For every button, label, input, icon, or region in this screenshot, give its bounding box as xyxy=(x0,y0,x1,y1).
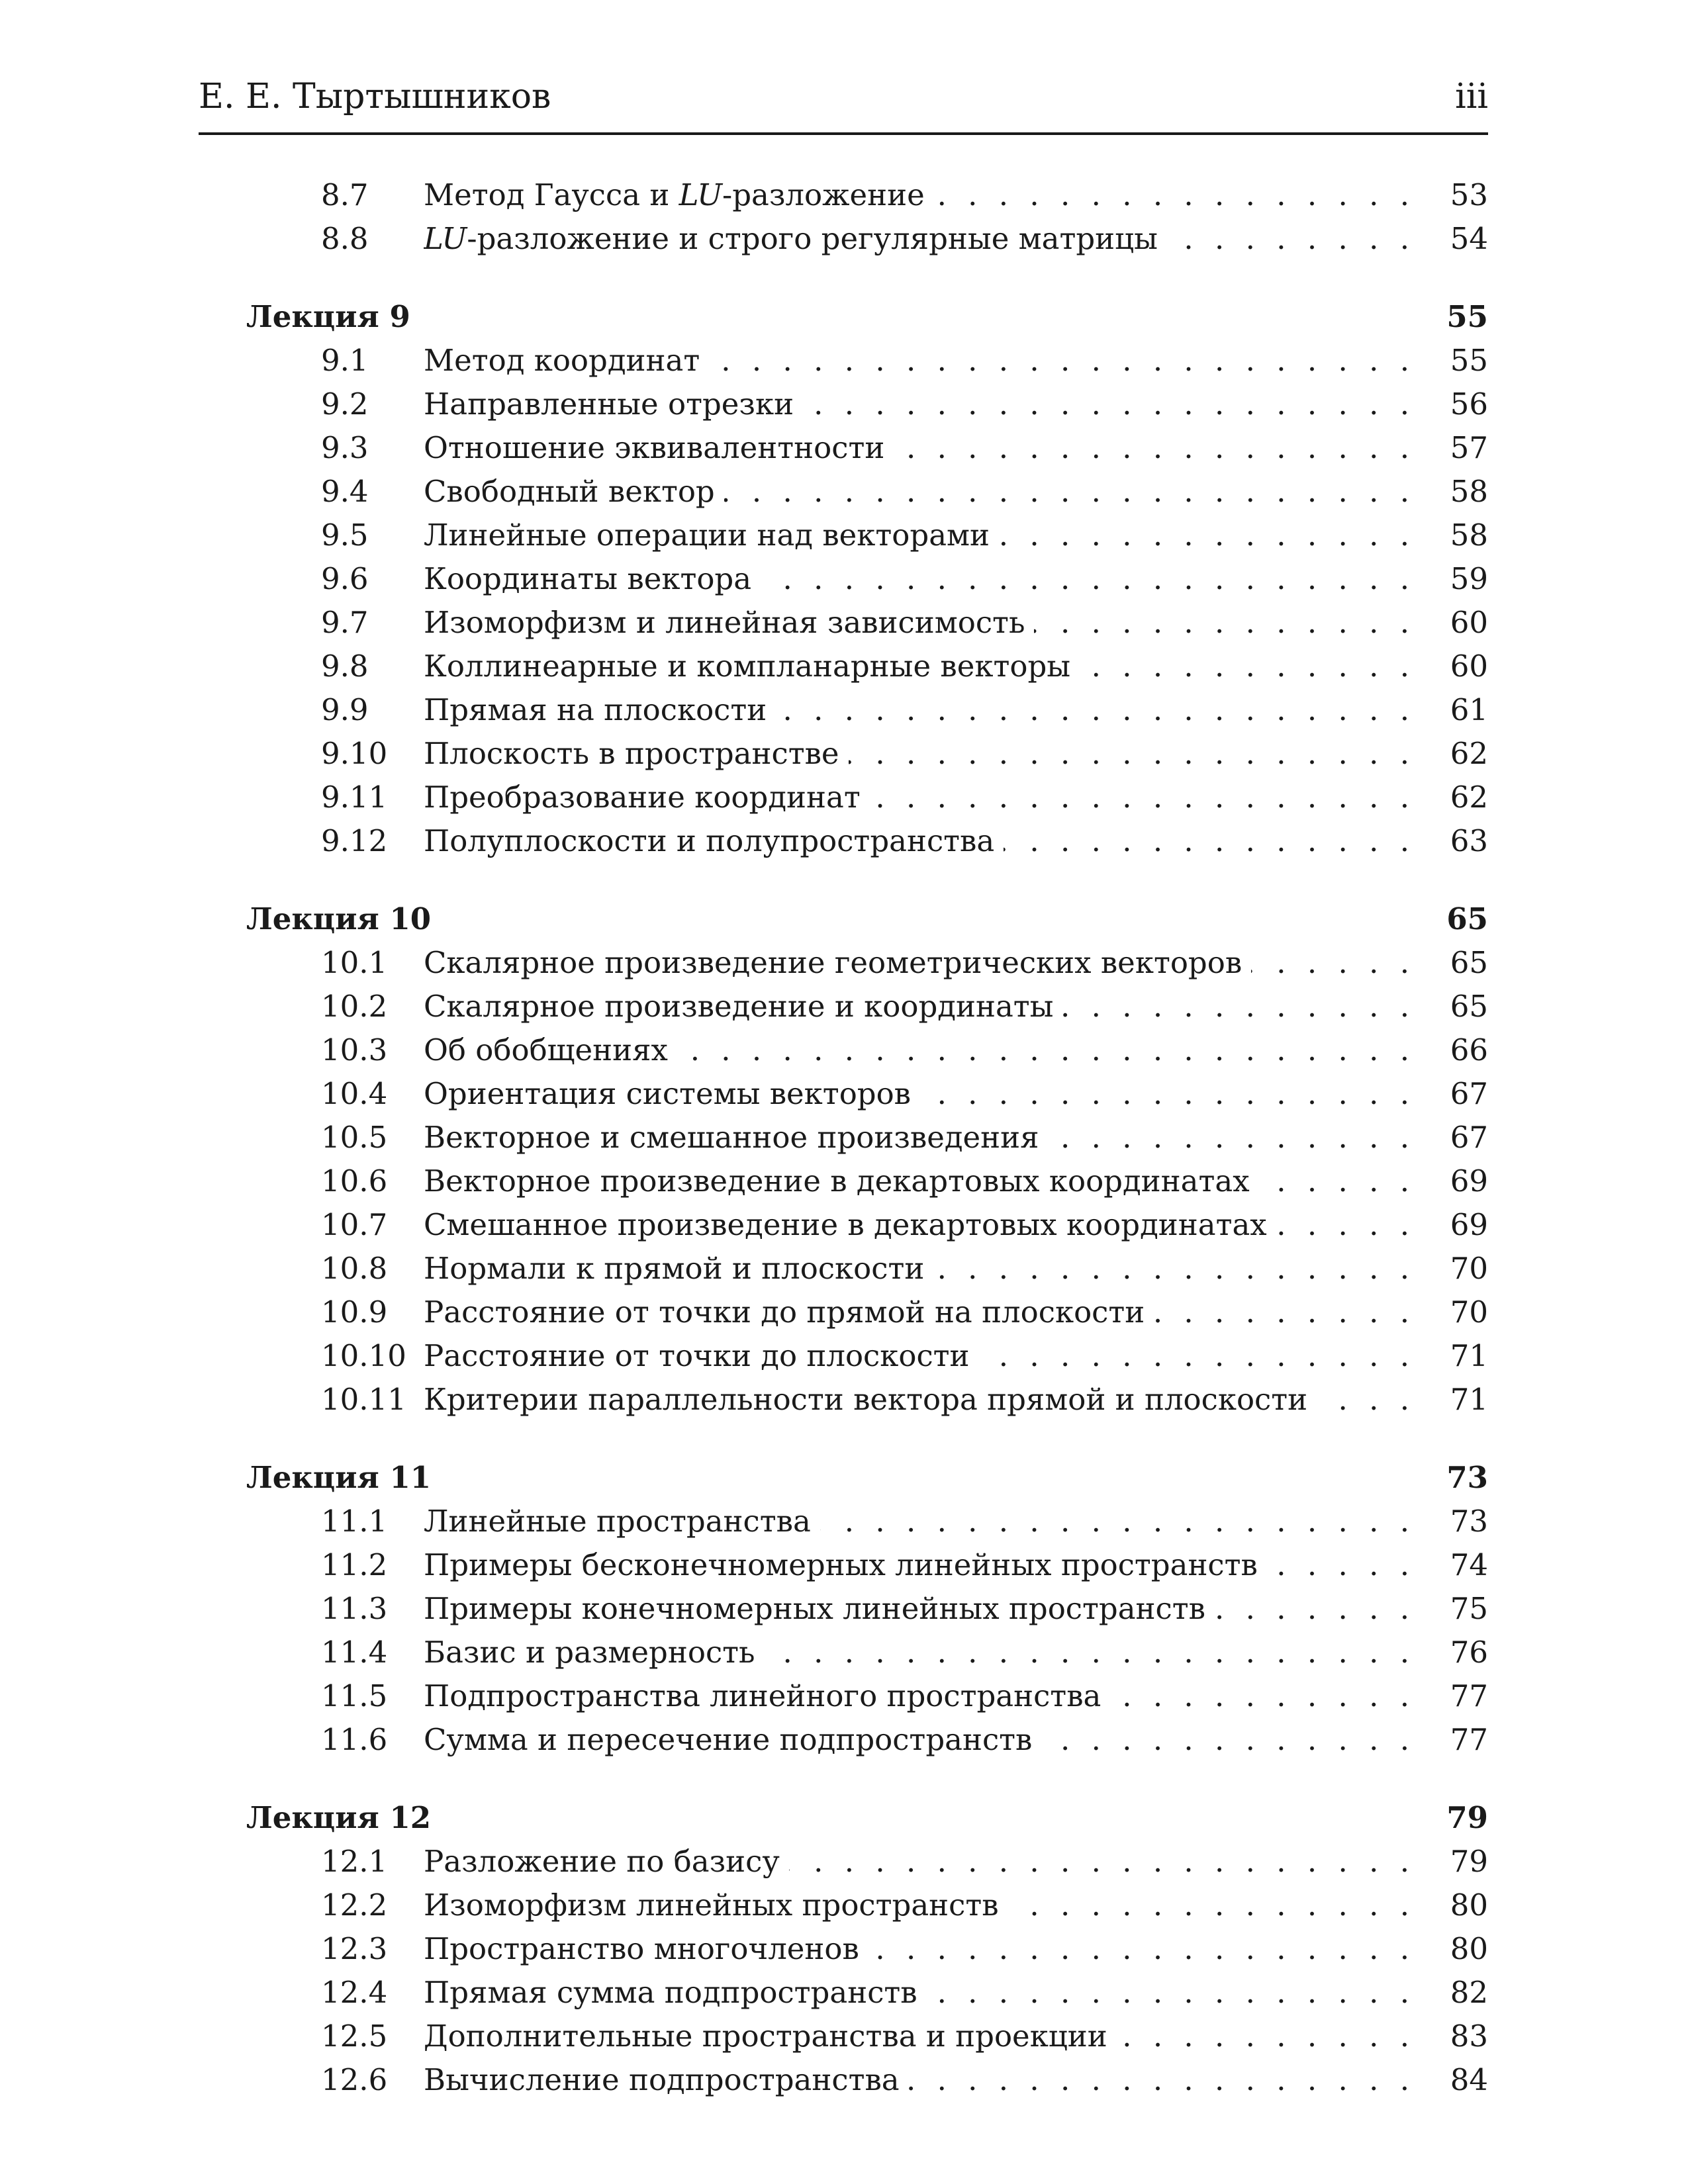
entry-title-text: Изоморфизм линейных пространств xyxy=(424,1888,1008,1923)
entry-title xyxy=(424,985,1415,1028)
entry-page-number: 67 xyxy=(1450,1076,1488,1111)
entry-page-number: 71 xyxy=(1450,1382,1488,1417)
toc-entry xyxy=(199,1378,1488,1422)
entry-page-number: 77 xyxy=(1450,1678,1488,1713)
entry-number: 9.11 xyxy=(321,780,388,815)
lecture-page-number: 79 xyxy=(1446,1800,1488,1835)
entry-number: 10.11 xyxy=(321,1382,406,1417)
entry-number: 10.2 xyxy=(321,989,388,1024)
entry-page-number: 58 xyxy=(1450,518,1488,553)
toc-entry xyxy=(199,1247,1488,1291)
entry-page-number: 65 xyxy=(1450,945,1488,980)
entry-title xyxy=(424,1500,1415,1543)
entry-page-number: 60 xyxy=(1450,649,1488,684)
entry-title-text: Расстояние от точки до плоскости xyxy=(424,1338,979,1373)
entry-title xyxy=(424,2058,1415,2102)
entry-number: 9.9 xyxy=(321,692,369,727)
entry-page-number: 60 xyxy=(1450,605,1488,640)
entry-title xyxy=(424,776,1415,819)
entry-number: 10.4 xyxy=(321,1076,388,1111)
entry-number: 12.2 xyxy=(321,1888,388,1923)
entry-title-text: Направленные отрезки xyxy=(424,387,803,422)
entry-page-number: 62 xyxy=(1450,780,1488,815)
entry-title-text: Полуплоскости и полупространства xyxy=(424,823,1004,858)
entry-title xyxy=(424,1543,1415,1587)
entry-title xyxy=(424,557,1415,601)
entry-title-text: Плоскость в пространстве xyxy=(424,736,849,771)
entry-number: 10.8 xyxy=(321,1251,388,1286)
toc-entry xyxy=(199,426,1488,470)
entry-number: 10.10 xyxy=(321,1338,406,1373)
entry-title-text: Дополнительные пространства и проекции xyxy=(424,2019,1117,2054)
toc-entry xyxy=(199,1631,1488,1674)
header-author: Е. Е. Тыртышников xyxy=(199,77,551,116)
entry-page-number: 79 xyxy=(1450,1844,1488,1879)
entry-page-number: 69 xyxy=(1450,1163,1488,1199)
toc-lecture-heading xyxy=(199,1456,1488,1500)
entry-page-number: 67 xyxy=(1450,1120,1488,1155)
entry-title-text: Примеры бесконечномерных линейных пространств xyxy=(424,1547,1267,1582)
entry-title xyxy=(424,688,1415,732)
entry-number: 10.1 xyxy=(321,945,388,980)
entry-page-number: 70 xyxy=(1450,1295,1488,1330)
entry-title-text: Прямая на плоскости xyxy=(424,692,776,727)
entry-title xyxy=(424,1116,1415,1160)
entry-title-text: Метод Гаусса и LU-разложение xyxy=(424,177,934,212)
entry-title xyxy=(424,1203,1415,1247)
entry-number: 9.5 xyxy=(321,518,369,553)
lecture-title: Лекция 11 xyxy=(246,1460,432,1495)
toc-entry xyxy=(199,514,1488,557)
toc-entry xyxy=(199,985,1488,1028)
entry-number: 12.5 xyxy=(321,2019,388,2054)
entry-number: 9.1 xyxy=(321,343,369,378)
entry-title-text: Линейные пространства xyxy=(424,1504,820,1539)
entry-title-text: Об обобщениях xyxy=(424,1032,677,1068)
entry-title-text: Ориентация системы векторов xyxy=(424,1076,920,1111)
entry-title xyxy=(424,1587,1415,1631)
entry-title xyxy=(424,1247,1415,1291)
entry-number: 8.7 xyxy=(321,177,369,212)
entry-title-text: Векторное и смешанное произведения xyxy=(424,1120,1049,1155)
entry-title xyxy=(424,819,1415,863)
entry-number: 11.4 xyxy=(321,1635,388,1670)
entry-title xyxy=(424,1884,1415,1927)
entry-number: 10.7 xyxy=(321,1207,388,1242)
toc-entry xyxy=(199,470,1488,514)
lecture-page-number: 73 xyxy=(1446,1460,1488,1495)
entry-page-number: 54 xyxy=(1450,221,1488,256)
lecture-page-number: 65 xyxy=(1446,901,1488,936)
page-header xyxy=(199,73,1488,135)
toc-entry xyxy=(199,1674,1488,1718)
entry-page-number: 57 xyxy=(1450,430,1488,465)
toc-entry xyxy=(199,688,1488,732)
entry-number: 11.1 xyxy=(321,1504,388,1539)
entry-page-number: 80 xyxy=(1450,1931,1488,1966)
toc-entry xyxy=(199,1116,1488,1160)
entry-number: 10.3 xyxy=(321,1032,388,1068)
entry-number: 12.3 xyxy=(321,1931,388,1966)
entry-title-text: Прямая сумма подпространств xyxy=(424,1975,927,2010)
entry-title-text: LU-разложение и строго регулярные матрицы xyxy=(424,221,1167,256)
entry-page-number: 63 xyxy=(1450,823,1488,858)
lecture-title: Лекция 10 xyxy=(246,901,432,936)
entry-page-number: 71 xyxy=(1450,1338,1488,1373)
entry-page-number: 55 xyxy=(1450,343,1488,378)
entry-number: 11.6 xyxy=(321,1722,388,1757)
entry-number: 9.4 xyxy=(321,474,369,509)
entry-page-number: 58 xyxy=(1450,474,1488,509)
entry-page-number: 53 xyxy=(1450,177,1488,212)
toc-entry xyxy=(199,1203,1488,1247)
entry-title xyxy=(424,1840,1415,1884)
entry-title xyxy=(424,1291,1415,1334)
entry-number: 9.8 xyxy=(321,649,369,684)
entry-title-text: Сумма и пересечение подпространств xyxy=(424,1722,1041,1757)
entry-title xyxy=(424,383,1415,426)
entry-title xyxy=(424,941,1415,985)
entry-title xyxy=(424,1028,1415,1072)
entry-number: 12.6 xyxy=(321,2062,388,2097)
entry-title xyxy=(424,514,1415,557)
entry-number: 9.2 xyxy=(321,387,369,422)
entry-title-text: Метод координат xyxy=(424,343,709,378)
entry-number: 12.1 xyxy=(321,1844,388,1879)
entry-number: 12.4 xyxy=(321,1975,388,2010)
toc-entry xyxy=(199,1072,1488,1116)
toc-entry xyxy=(199,1500,1488,1543)
entry-title-text: Коллинеарные и компланарные векторы xyxy=(424,649,1080,684)
toc-entry xyxy=(199,601,1488,645)
entry-title-text: Линейные операции над векторами xyxy=(424,518,999,553)
entry-page-number: 73 xyxy=(1450,1504,1488,1539)
entry-title-text: Координаты вектора xyxy=(424,561,761,596)
toc-entry xyxy=(199,1291,1488,1334)
entry-page-number: 75 xyxy=(1450,1591,1488,1626)
toc-entry xyxy=(199,732,1488,776)
entry-number: 9.6 xyxy=(321,561,369,596)
entry-number: 9.12 xyxy=(321,823,388,858)
entry-page-number: 84 xyxy=(1450,2062,1488,2097)
toc-entry xyxy=(199,339,1488,383)
entry-page-number: 59 xyxy=(1450,561,1488,596)
entry-page-number: 62 xyxy=(1450,736,1488,771)
entry-page-number: 66 xyxy=(1450,1032,1488,1068)
entry-title-text: Смешанное произведение в декартовых координатах xyxy=(424,1207,1276,1242)
entry-title xyxy=(424,601,1415,645)
toc-entry xyxy=(199,383,1488,426)
toc-lecture-heading xyxy=(199,897,1488,941)
entry-page-number: 83 xyxy=(1450,2019,1488,2054)
toc-entry xyxy=(199,1334,1488,1378)
toc-entry xyxy=(199,557,1488,601)
entry-number: 8.8 xyxy=(321,221,369,256)
toc-entry xyxy=(199,1028,1488,1072)
header-page-number: iii xyxy=(1455,77,1488,116)
toc-entry xyxy=(199,1840,1488,1884)
entry-title-text: Скалярное произведение и координаты xyxy=(424,989,1062,1024)
lecture-title: Лекция 9 xyxy=(246,299,410,334)
toc-entry xyxy=(199,776,1488,819)
entry-page-number: 70 xyxy=(1450,1251,1488,1286)
entry-number: 10.9 xyxy=(321,1295,388,1330)
entry-page-number: 69 xyxy=(1450,1207,1488,1242)
toc-lecture-heading xyxy=(199,1796,1488,1840)
toc-entry xyxy=(199,217,1488,261)
entry-title xyxy=(424,1378,1415,1422)
entry-title-text: Векторное произведение в декартовых координатах xyxy=(424,1163,1259,1199)
entry-title-text: Пространство многочленов xyxy=(424,1931,868,1966)
entry-number: 11.5 xyxy=(321,1678,388,1713)
entry-title xyxy=(424,1927,1415,1971)
toc-entry xyxy=(199,1971,1488,2015)
entry-page-number: 56 xyxy=(1450,387,1488,422)
entry-title xyxy=(424,2015,1415,2058)
entry-number: 9.7 xyxy=(321,605,369,640)
entry-title-text: Изоморфизм и линейная зависимость xyxy=(424,605,1034,640)
entry-title xyxy=(424,173,1415,217)
entry-title xyxy=(424,1160,1415,1203)
entry-page-number: 76 xyxy=(1450,1635,1488,1670)
entry-title xyxy=(424,645,1415,688)
toc-entry xyxy=(199,2015,1488,2058)
entry-page-number: 77 xyxy=(1450,1722,1488,1757)
lecture-page-number: 55 xyxy=(1446,299,1488,334)
entry-title xyxy=(424,1971,1415,2015)
toc-entry xyxy=(199,1160,1488,1203)
entry-number: 9.3 xyxy=(321,430,369,465)
entry-title xyxy=(424,1674,1415,1718)
toc-entry xyxy=(199,1587,1488,1631)
entry-title-text: Преобразование координат xyxy=(424,780,870,815)
entry-title-text: Отношение эквивалентности xyxy=(424,430,894,465)
toc-entry xyxy=(199,173,1488,217)
toc-entry xyxy=(199,2058,1488,2102)
lecture-title: Лекция 12 xyxy=(246,1800,432,1835)
entry-page-number: 61 xyxy=(1450,692,1488,727)
toc-entry xyxy=(199,645,1488,688)
entry-title xyxy=(424,1072,1415,1116)
toc-entry xyxy=(199,941,1488,985)
entry-number: 11.3 xyxy=(321,1591,388,1626)
entry-page-number: 65 xyxy=(1450,989,1488,1024)
entry-title-text: Скалярное произведение геометрических векторов xyxy=(424,945,1251,980)
toc-lecture-heading xyxy=(199,295,1488,339)
entry-title xyxy=(424,732,1415,776)
entry-title-text: Свободный вектор xyxy=(424,474,724,509)
toc-entry xyxy=(199,1718,1488,1762)
entry-page-number: 74 xyxy=(1450,1547,1488,1582)
entry-number: 10.5 xyxy=(321,1120,388,1155)
entry-title xyxy=(424,426,1415,470)
entry-title-text: Вычисление подпространства xyxy=(424,2062,909,2097)
entry-title xyxy=(424,339,1415,383)
toc-entry xyxy=(199,1884,1488,1927)
entry-number: 11.2 xyxy=(321,1547,388,1582)
entry-title-text: Нормали к прямой и плоскости xyxy=(424,1251,933,1286)
entry-title xyxy=(424,1334,1415,1378)
entry-number: 10.6 xyxy=(321,1163,388,1199)
entry-title-text: Базис и размерность xyxy=(424,1635,765,1670)
toc-entry xyxy=(199,1927,1488,1971)
entry-title xyxy=(424,217,1415,261)
toc-entry xyxy=(199,819,1488,863)
entry-page-number: 80 xyxy=(1450,1888,1488,1923)
entry-title-text: Примеры конечномерных линейных пространств xyxy=(424,1591,1215,1626)
entry-title xyxy=(424,470,1415,514)
toc-entry xyxy=(199,1543,1488,1587)
entry-title xyxy=(424,1631,1415,1674)
entry-title xyxy=(424,1718,1415,1762)
entry-page-number: 82 xyxy=(1450,1975,1488,2010)
entry-title-text: Критерии параллельности вектора прямой и плоскости xyxy=(424,1382,1317,1417)
entry-title-text: Разложение по базису xyxy=(424,1844,789,1879)
entry-number: 9.10 xyxy=(321,736,388,771)
entry-title-text: Расстояние от точки до прямой на плоскости xyxy=(424,1295,1154,1330)
entry-title-text: Подпространства линейного пространства xyxy=(424,1678,1110,1713)
